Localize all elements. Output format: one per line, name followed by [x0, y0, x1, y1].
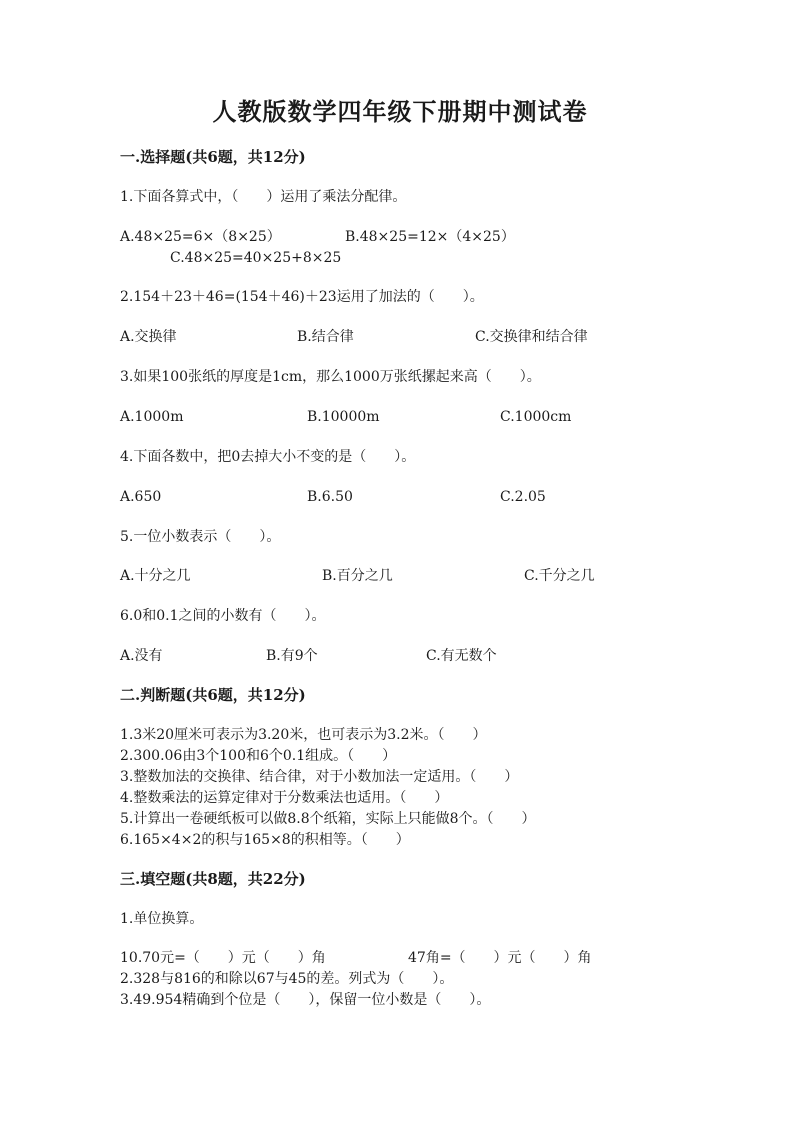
- judge-item: 1.3米20厘米可表示为3.20米，也可表示为3.2米。（ ）: [120, 727, 487, 743]
- question-text: 3.如果100张纸的厚度是1cm，那么1000万张纸摞起来高（ ）。: [120, 369, 541, 385]
- question-text: 5.一位小数表示（ ）。: [120, 529, 281, 545]
- judge-item: 4.整数乘法的运算定律对于分数乘法也适用。（ ）: [120, 790, 449, 806]
- option-a: A.没有: [120, 648, 163, 664]
- judge-item: 5.计算出一卷硬纸板可以做8.8个纸箱，实际上只能做8个。（ ）: [120, 811, 536, 827]
- option-c: C.有无数个: [426, 648, 497, 664]
- option-c: C.交换律和结合律: [475, 329, 588, 345]
- option-c: C.千分之几: [524, 568, 595, 584]
- fill-item: 47角=（ ）元（ ）角: [408, 950, 592, 966]
- section-heading-judge: 二.判断题(共6题，共12分): [120, 686, 306, 704]
- option-b: B.百分之几: [322, 568, 393, 584]
- option-c: C.48×25=40×25+8×25: [170, 250, 342, 266]
- option-c: C.1000cm: [500, 409, 572, 425]
- question-text: 4.下面各数中，把0去掉大小不变的是（ ）。: [120, 449, 416, 465]
- option-b: B.结合律: [297, 329, 354, 345]
- judge-item: 2.300.06由3个100和6个0.1组成。（ ）: [120, 748, 397, 764]
- fill-item: 1.单位换算。: [120, 911, 204, 927]
- option-a: A.十分之几: [120, 568, 191, 584]
- fill-item: 3.49.954精确到个位是（ ），保留一位小数是（ ）。: [120, 992, 491, 1008]
- option-a: A.650: [120, 489, 162, 505]
- question-text: 6.0和0.1之间的小数有（ ）。: [120, 608, 326, 624]
- section-heading-fill: 三.填空题(共8题，共22分): [120, 870, 306, 888]
- judge-item: 3.整数加法的交换律、结合律，对于小数加法一定适用。（ ）: [120, 769, 519, 785]
- option-b: B.48×25=12×（4×25）: [345, 229, 515, 245]
- question-text: 1.下面各算式中，（ ）运用了乘法分配律。: [120, 189, 407, 205]
- fill-item: 10.70元=（ ）元（ ）角: [120, 950, 326, 966]
- question-text: 2.154＋23＋46=(154＋46)＋23运用了加法的（ ）。: [120, 289, 484, 305]
- fill-item: 2.328与816的和除以67与45的差。列式为（ ）。: [120, 971, 454, 987]
- section-heading-choice: 一.选择题(共6题，共12分): [120, 148, 306, 166]
- option-b: B.10000m: [307, 409, 380, 425]
- page-title: 人教版数学四年级下册期中测试卷: [212, 97, 588, 126]
- option-a: A.交换律: [120, 329, 177, 345]
- option-a: A.1000m: [120, 409, 184, 425]
- option-c: C.2.05: [500, 489, 546, 505]
- option-a: A.48×25=6×（8×25）: [120, 229, 281, 245]
- option-b: B.有9个: [266, 648, 318, 664]
- judge-item: 6.165×4×2的积与165×8的积相等。（ ）: [120, 832, 410, 848]
- option-b: B.6.50: [307, 489, 353, 505]
